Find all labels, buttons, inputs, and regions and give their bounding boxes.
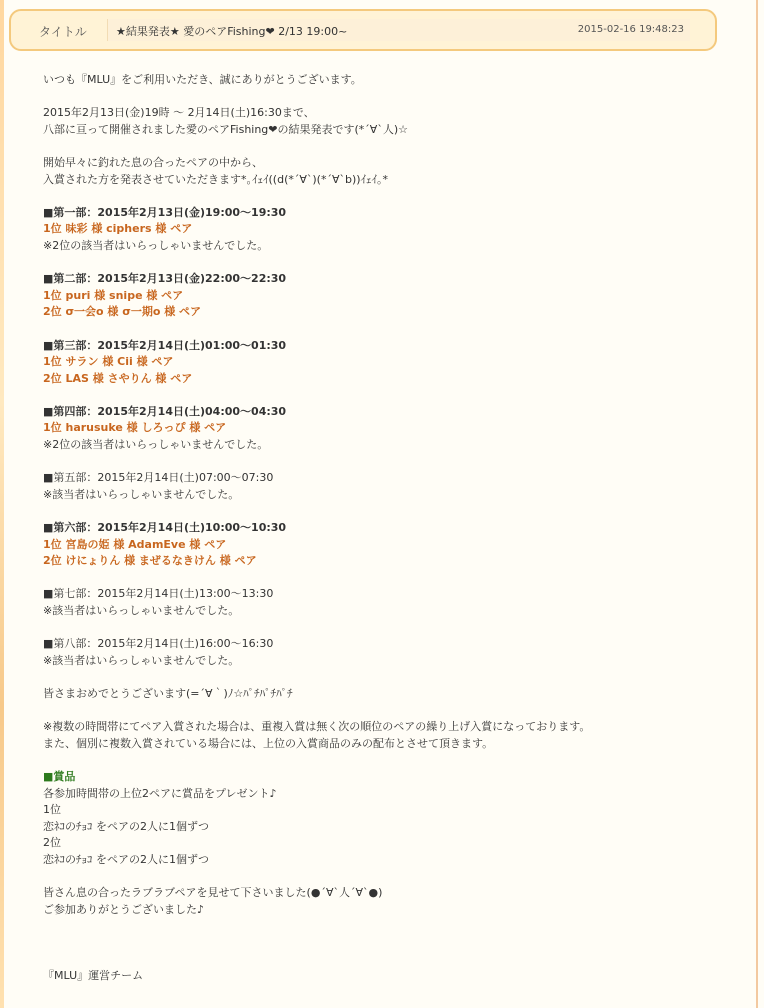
section-heading: ■第六部：2015年2月14日(土)10:00～10:30 <box>43 521 287 535</box>
winner-line: 1位 puri 様 snipe 様 ペア <box>43 288 184 302</box>
lead-line-1: 開始早々に釣れた息の合ったペアの中から、 <box>43 155 263 169</box>
no-winner-note: ※該当者はいらっしゃいませんでした。 <box>43 653 240 667</box>
section-heading: ■第三部：2015年2月14日(土)01:00～01:30 <box>43 338 287 352</box>
winner-line: 1位 宮島の姫 様 AdamEve 様 ペア <box>43 537 227 551</box>
winner-line: 2位 けにょりん 様 まぜるなきけん 様 ペア <box>43 554 257 568</box>
title-bar <box>9 9 717 51</box>
section-heading: ■第七部：2015年2月14日(土)13:00～13:30 <box>43 587 274 601</box>
title-label: タイトル <box>39 25 87 39</box>
winner-line: 2位 σ一会ο 様 σ一期ο 様 ペア <box>43 305 202 319</box>
winner-line: 1位 harusuke 様 しろっぴ 様 ペア <box>43 421 227 435</box>
intro-greeting <box>43 72 733 89</box>
result-section <box>43 520 733 570</box>
spacer <box>43 935 733 968</box>
intro-period <box>43 105 733 138</box>
closing-line-1: 皆さん息の合ったラブラブペアを見せて下さいました(●´∀`人´∀`●) <box>43 886 383 900</box>
prizes-intro: 各参加時間帯の上位2ペアに賞品をプレゼント♪ <box>43 786 277 800</box>
results-sections <box>43 205 733 670</box>
prize-rank-1-detail: 恋ﾈｺのﾁｮｺ をペアの2人に1個ずつ <box>43 819 209 833</box>
section-heading: ■第四部：2015年2月14日(土)04:00～04:30 <box>43 404 287 418</box>
section-heading: ■第二部：2015年2月13日(金)22:00～22:30 <box>43 272 287 286</box>
result-section <box>43 404 733 454</box>
result-section <box>43 586 733 619</box>
post-title: ★結果発表★ 愛のペアFishing❤ 2/13 19:00~ <box>116 25 348 38</box>
result-section <box>43 470 733 503</box>
notes <box>43 719 733 752</box>
greeting-text: いつも『MLU』をご利用いただき、誠にありがとうございます。 <box>43 73 362 86</box>
lead-line-2: 入賞された方を発表させていただきます*｡ｲｪｲ((d(*´∀`)(*´∀`b))ｲｪｲ｡* <box>43 172 389 186</box>
section-heading: ■第五部：2015年2月14日(土)07:00～07:30 <box>43 471 274 485</box>
note-line-2: また、個別に複数入賞されている場合には、上位の入賞商品のみの配布とさせて頂きます。 <box>43 736 494 750</box>
no-winner-note: ※2位の該当者はいらっしゃいませんでした。 <box>43 438 269 452</box>
congrats-text: 皆さまおめでとうございます(=´∀｀)ﾉ☆ﾊﾟﾁﾊﾟﾁﾊﾟﾁ <box>43 686 293 700</box>
no-winner-note: ※2位の該当者はいらっしゃいませんでした。 <box>43 238 269 252</box>
title-field <box>107 19 690 41</box>
winner-line: 1位 味彩 様 ciphers 様 ペア <box>43 222 193 236</box>
right-border <box>756 0 758 1008</box>
result-section <box>43 271 733 321</box>
prizes-heading: ■賞品 <box>43 769 76 783</box>
section-heading: ■第一部：2015年2月13日(金)19:00～19:30 <box>43 205 287 219</box>
period-line-2: 八部に亘って開催されました愛のペアFishing❤の結果発表です(*´∀`人)☆ <box>43 122 408 136</box>
prize-rank-1: 1位 <box>43 803 61 817</box>
post-body <box>43 72 733 985</box>
prize-rank-2: 2位 <box>43 836 61 850</box>
left-decoration <box>0 0 4 1008</box>
closing-line-2: ご参加ありがとうございました♪ <box>43 902 205 916</box>
closing <box>43 885 733 918</box>
no-winner-note: ※該当者はいらっしゃいませんでした。 <box>43 487 240 501</box>
signature: 『MLU』運営チーム <box>43 969 144 983</box>
prizes <box>43 769 733 869</box>
period-line-1: 2015年2月13日(金)19時 ～ 2月14日(土)16:30まで、 <box>43 106 315 120</box>
post-datetime: 2015-02-16 19:48:23 <box>577 24 684 35</box>
result-section <box>43 636 733 669</box>
prize-rank-2-detail: 恋ﾈｺのﾁｮｺ をペアの2人に1個ずつ <box>43 852 209 866</box>
note-line-1: ※複数の時間帯にてペア入賞された場合は、重複入賞は無く次の順位のペアの繰り上げ入賞になっております。 <box>43 720 591 734</box>
winner-line: 2位 LAS 様 さやりん 様 ペア <box>43 371 193 385</box>
no-winner-note: ※該当者はいらっしゃいませんでした。 <box>43 604 240 617</box>
winner-line: 1位 サラン 様 Cii 様 ペア <box>43 355 174 369</box>
result-section <box>43 338 733 388</box>
result-section <box>43 205 733 255</box>
congrats <box>43 686 733 703</box>
section-heading: ■第八部：2015年2月14日(土)16:00～16:30 <box>43 637 274 651</box>
intro-lead <box>43 155 733 188</box>
